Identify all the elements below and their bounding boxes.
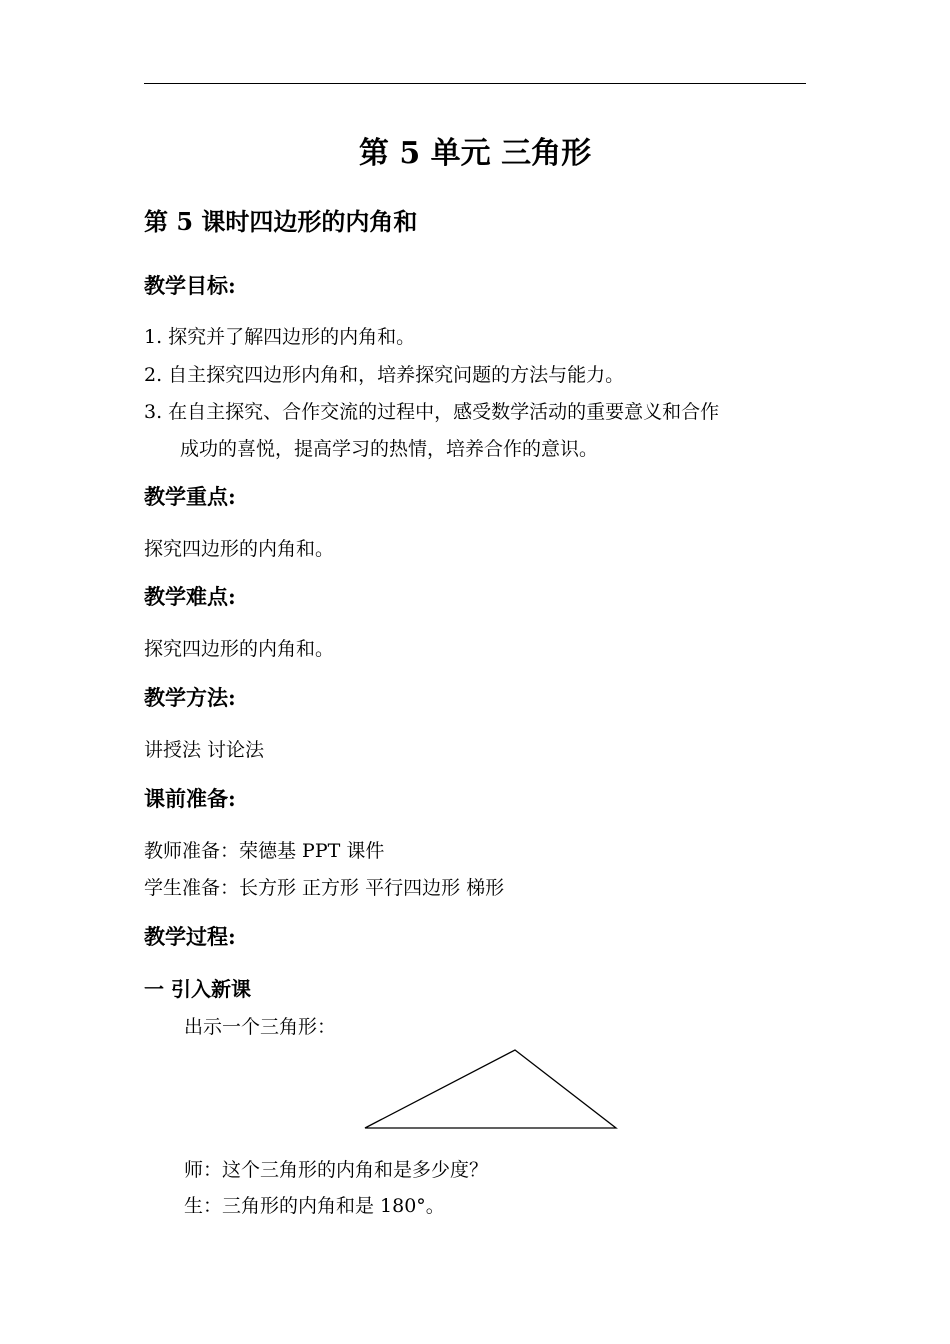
lesson-title: 第 5 课时四边形的内角和: [144, 207, 418, 236]
objective-item-3-continued: 成功的喜悦，提高学习的热情，培养合作的意识。: [180, 438, 599, 460]
key-point-text: 探究四边形的内角和。: [144, 538, 335, 560]
difficulty-text: 探究四边形的内角和。: [144, 638, 335, 660]
student-answer: 生：三角形的内角和是 180°。: [184, 1195, 445, 1217]
unit-title: 第 5 单元 三角形: [358, 136, 592, 171]
student-preparation: 学生准备：长方形 正方形 平行四边形 梯形: [144, 877, 505, 899]
method-text: 讲授法 讨论法: [144, 739, 265, 761]
process-heading: 教学过程:: [144, 924, 236, 949]
triangle-figure: [360, 1046, 622, 1136]
header-rule: [144, 83, 806, 84]
section-intro-title: 一 引入新课: [144, 977, 251, 1001]
method-heading: 教学方法:: [144, 685, 236, 710]
intro-text: 出示一个三角形：: [184, 1016, 337, 1038]
objectives-heading: 教学目标:: [144, 273, 236, 298]
difficulty-heading: 教学难点:: [144, 584, 236, 609]
objective-item-2: 2. 自主探究四边形内角和，培养探究问题的方法与能力。: [144, 364, 625, 386]
teacher-question: 师：这个三角形的内角和是多少度？: [184, 1159, 489, 1181]
teacher-preparation: 教师准备：荣德基 PPT 课件: [144, 840, 385, 862]
objective-item-1: 1. 探究并了解四边形的内角和。: [144, 326, 416, 348]
key-point-heading: 教学重点:: [144, 484, 236, 509]
triangle-shape: [365, 1050, 616, 1128]
preparation-heading: 课前准备:: [144, 786, 236, 811]
objective-item-3: 3. 在自主探究、合作交流的过程中，感受数学活动的重要意义和合作: [144, 401, 720, 423]
